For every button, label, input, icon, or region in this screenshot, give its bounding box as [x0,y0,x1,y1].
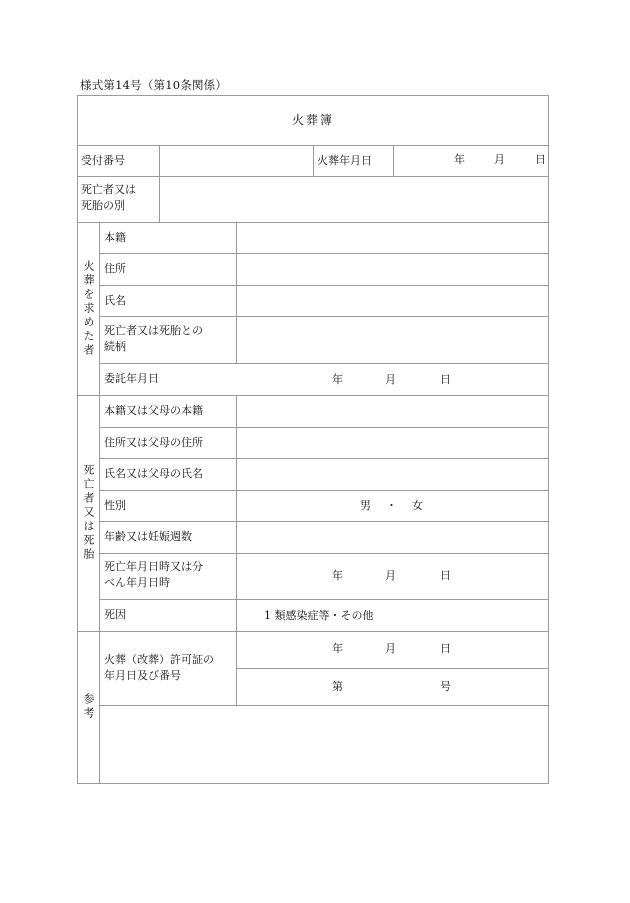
requester-group-label [77,222,99,395]
requester-domicile-field[interactable] [237,223,548,253]
cause-options: 1 類感染症等・その他 [264,609,374,622]
year-label: 年 [332,642,343,655]
month-label: 月 [385,569,396,582]
deceased-type-label-line1: 死亡者又は [81,183,136,196]
deceased-domicile-label: 本籍又は父母の本籍 [104,404,203,417]
month-label: 月 [385,642,396,655]
sex-label: 性別 [104,498,126,512]
deceased-address-label: 住所又は父母の住所 [104,435,203,449]
requester-relation-line2: 続柄 [104,340,126,353]
day-label: 日 [440,569,451,582]
reference-notes-field[interactable] [100,706,548,783]
requester-address-field[interactable] [237,254,548,285]
requester-relation-field[interactable] [237,317,548,363]
permit-label-line2: 年月日及び番号 [104,669,181,682]
reference-group-text: 参考 [82,693,95,721]
day-label: 日 [440,642,451,655]
year-label: 年 [454,153,465,166]
receipt-number-label: 受付番号 [81,153,125,167]
death-datetime-field[interactable] [237,554,548,599]
deceased-group-text: 死亡者又は死胎 [82,464,95,562]
requester-relation-label [100,316,236,363]
dai-label: 第 [332,680,343,693]
month-label: 月 [494,153,505,166]
commission-date-field[interactable] [237,364,548,395]
cause-label: 死因 [104,608,126,621]
month-label: 月 [385,373,396,386]
death-datetime-label [100,553,236,599]
deceased-type-label [77,176,159,222]
permit-number-field[interactable] [237,669,548,705]
requester-name-label: 氏名 [104,293,126,307]
deceased-type-field[interactable] [160,177,548,222]
requester-relation-line1: 死亡者又は死胎との [104,324,203,337]
form-title: 火葬簿 [291,113,334,127]
requester-address-label: 住所 [104,262,126,275]
age-label: 年齢又は妊娠週数 [104,530,192,543]
deceased-address-field[interactable] [237,428,548,458]
permit-label-line1: 火葬（改葬）許可証の [104,653,214,666]
cremation-date-field[interactable] [394,145,548,176]
reference-group-label [77,631,99,783]
requester-group-text: 火葬を求めた者 [82,259,95,358]
sex-field[interactable]: 男 ・ 女 [360,499,425,512]
commission-date-label: 委託年月日 [104,372,159,385]
permit-label [100,631,236,705]
cremation-register-form [77,95,549,783]
permit-date-field[interactable] [237,632,548,668]
deceased-name-label: 氏名又は父母の氏名 [104,467,203,480]
age-field[interactable] [237,522,548,553]
death-datetime-line1: 死亡年月日時又は分 [104,560,203,573]
requester-domicile-label: 本籍 [104,230,126,244]
day-label: 日 [440,373,451,386]
cremation-date-label: 火葬年月日 [317,153,372,167]
year-label: 年 [332,373,343,386]
deceased-name-field[interactable] [237,459,548,490]
day-label: 日 [535,153,546,166]
receipt-number-field[interactable] [160,146,313,176]
form-caption: 様式第14号（第10条関係） [80,78,228,92]
deceased-group-label [77,395,99,631]
deceased-domicile-field[interactable] [237,396,548,427]
year-label: 年 [332,569,343,582]
deceased-type-label-line2: 死胎の別 [81,199,125,212]
cause-field[interactable] [237,600,548,631]
requester-name-field[interactable] [237,286,548,316]
death-datetime-line2: べん年月日時 [104,576,170,589]
go-label: 号 [440,680,451,693]
